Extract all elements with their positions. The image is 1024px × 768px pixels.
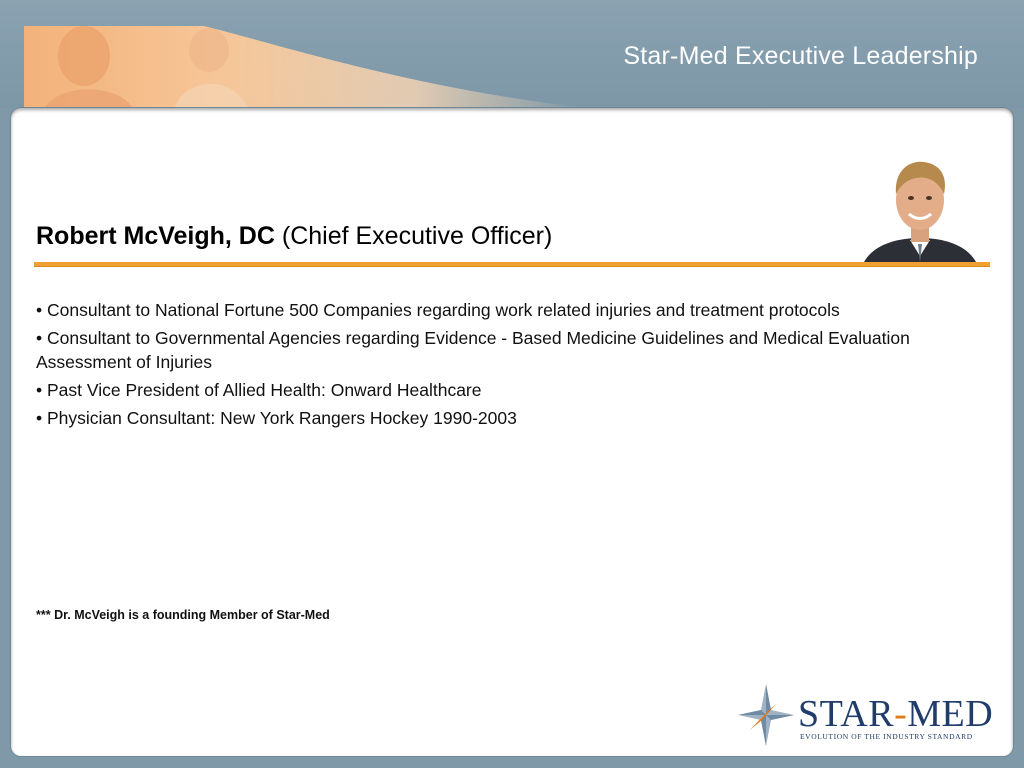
star-compass-icon — [736, 682, 796, 748]
logo-word-dash: - — [894, 693, 908, 735]
orange-divider — [34, 262, 990, 266]
logo-word-right: MED — [907, 693, 994, 735]
star-med-logo — [736, 682, 1000, 752]
profile-role: (Chief Executive Officer) — [281, 222, 553, 250]
logo-tagline: EVOLUTION OF THE INDUSTRY STANDARD — [800, 732, 973, 741]
logo-wordmark — [798, 692, 993, 736]
logo-word-left: STAR — [798, 693, 895, 735]
doctors-photo-icon — [24, 26, 584, 110]
bullet-item: • Consultant to National Fortune 500 Companies regarding work related injuries and treatment protocols — [36, 300, 840, 320]
footnote: *** Dr. McVeigh is a founding Member of Star-Med — [36, 608, 330, 622]
bullet-item: • Consultant to Governmental Agencies regarding Evidence - Based Medicine Guidelines and Medical Evaluation Assessment of Injuries — [36, 328, 910, 372]
profile-heading — [36, 222, 552, 251]
bullet-item: • Physician Consultant: New York Rangers Hockey 1990-2003 — [36, 408, 517, 428]
headshot-photo — [864, 156, 976, 264]
bullet-item: • Past Vice President of Allied Health: Onward Healthcare — [36, 380, 482, 400]
profile-name: Robert McVeigh, DC — [36, 222, 275, 250]
bullet-list — [36, 298, 976, 434]
page-title: Star-Med Executive Leadership — [623, 42, 978, 70]
